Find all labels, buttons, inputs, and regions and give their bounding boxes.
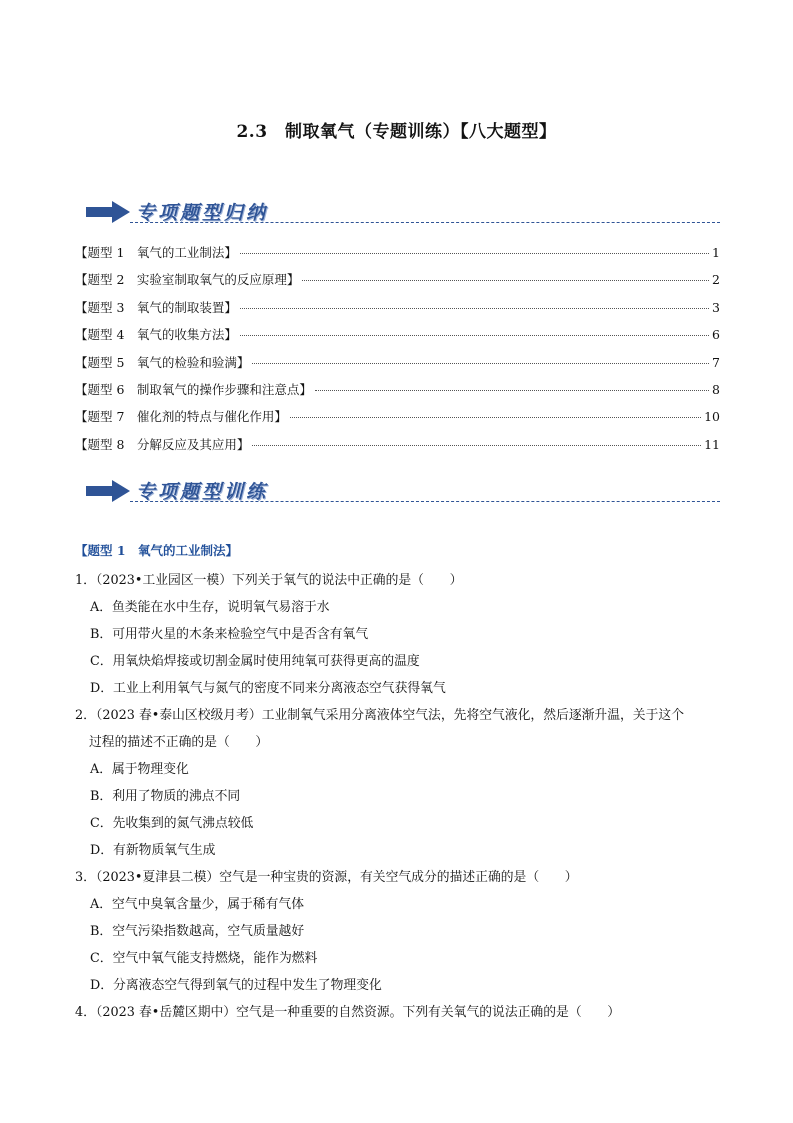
question-stem: 3．（2023•夏津县二模）空气是一种宝贵的资源，有关空气成分的描述正确的是（ ）	[75, 870, 578, 885]
question-list	[75, 567, 725, 1026]
answer-option[interactable]: A．属于物理变化	[90, 762, 189, 777]
answer-option[interactable]: B．利用了物质的沸点不同	[90, 789, 241, 804]
toc-item[interactable]: 【题型 8 分解反应及其应用】 11	[75, 436, 720, 452]
toc-item[interactable]: 【题型 4 氧气的收集方法】 6	[75, 327, 720, 343]
toc-item[interactable]: 【题型 3 氧气的制取装置】 3	[75, 299, 720, 315]
toc-item[interactable]: 【题型 5 氧气的检验和验满】 7	[75, 354, 720, 370]
right-arrow-icon	[86, 201, 130, 223]
banner-title: 专项题型归纳	[136, 202, 269, 224]
toc-item[interactable]: 【题型 1 氧气的工业制法】 1	[75, 245, 720, 260]
toc-item[interactable]: 【题型 2 实验室制取氧气的反应原理】 2	[75, 272, 720, 288]
dashed-divider	[130, 501, 720, 502]
answer-option[interactable]: B．空气污染指数越高，空气质量越好	[90, 924, 305, 939]
question-item	[75, 999, 725, 1026]
question-stem: 4．（2023 春•岳麓区期中）空气是一种重要的自然资源。下列有关氧气的说法正确的是（ ）	[75, 1005, 621, 1020]
answer-option[interactable]: C．空气中氧气能支持燃烧，能作为燃料	[90, 951, 318, 966]
table-of-contents	[75, 243, 720, 462]
question-item	[75, 864, 725, 999]
answer-option[interactable]: C．用氧炔焰焊接或切割金属时使用纯氧可获得更高的温度	[90, 654, 420, 669]
section-banner-summary	[80, 195, 720, 229]
question-stem: 2．（2023 春•泰山区校级月考）工业制氧气采用分离液体空气法，先将空气液化，然后逐渐升温，关于这个	[75, 708, 684, 723]
answer-option[interactable]: C．先收集到的氮气沸点较低	[90, 816, 254, 831]
question-stem: 1．（2023•工业园区一模）下列关于氧气的说法中正确的是（ ）	[75, 573, 463, 588]
dashed-divider	[130, 222, 720, 223]
section-banner-training	[80, 474, 720, 508]
answer-option[interactable]: D．分离液态空气得到氧气的过程中发生了物理变化	[90, 978, 382, 993]
toc-item[interactable]: 【题型 6 制取氧气的操作步骤和注意点】 8	[75, 381, 720, 397]
page-title: 2.3 制取氧气（专题训练）【八大题型】	[236, 122, 557, 142]
toc-item[interactable]: 【题型 7 催化剂的特点与催化作用】 10	[75, 409, 720, 425]
answer-option[interactable]: A．空气中臭氧含量少，属于稀有气体	[90, 897, 304, 912]
answer-option[interactable]: B．可用带火星的木条来检验空气中是否含有氧气	[90, 627, 369, 642]
question-item	[75, 702, 725, 864]
answer-option[interactable]: D．有新物质氧气生成	[90, 843, 216, 858]
section-heading: 【题型 1 氧气的工业制法】	[75, 543, 239, 558]
question-stem-continued: 过程的描述不正确的是（ ）	[89, 735, 269, 750]
question-item	[75, 567, 725, 702]
answer-option[interactable]: D．工业上利用氧气与氮气的密度不同来分离液态空气获得氧气	[90, 681, 446, 696]
banner-title: 专项题型训练	[136, 481, 269, 503]
right-arrow-icon	[86, 480, 130, 502]
answer-option[interactable]: A．鱼类能在水中生存，说明氧气易溶于水	[90, 600, 330, 615]
